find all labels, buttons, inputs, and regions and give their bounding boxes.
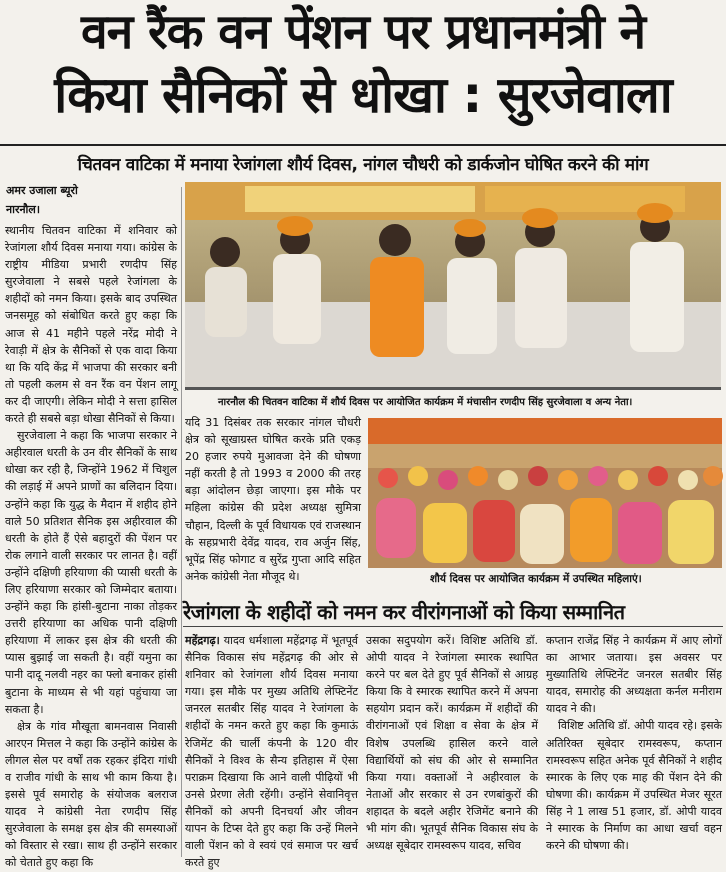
byline: अमर उजाला ब्यूरो bbox=[6, 184, 78, 197]
article-2-rule bbox=[183, 626, 723, 627]
headline-rule bbox=[0, 144, 726, 146]
column-divider bbox=[181, 187, 182, 857]
photo-women-audience bbox=[368, 418, 722, 568]
photo-1-caption: नारनौल की चितवन वाटिका में शौर्य दिवस पर आयोजित कार्यक्रम में मंचासीन रणदीप सिंह सुरजेवाला व अन्य नेता। bbox=[218, 397, 633, 408]
article-2-col-c-para-2: विशिष्ट अतिथि डॉ. ओपी यादव रहे। इसके अतिरिक्त सूबेदार रामस्वरूप, कप्तान रामस्वरूप सहित अनेक पूर्व सैनिकों ने शहीद स्मारक के लिए एक माह की पेंशन देने की घोषणा की। कार्यक्रम में उपस्थित मेजर सूरत सिंह ने 1 लाख 51 हजार, डॉ. ओपी यादव ने स्मारक के निर्माण का आधा खर्चा वहन करने की घोषणा की। bbox=[546, 719, 722, 853]
article-2-col-b-text: उसका सदुपयोग करें। विशिष्ट अतिथि डॉ. ओपी यादव ने रेजांगला स्मारक स्थापित करने पर बल देते हुए पूर्व सैनिकों से आग्रह किया कि वे स्मारक स्थापित करने में अपना सहयोग प्रदान करें। कार्यक्रम में शहीदों की वीरांगनाओं एवं शिक्षा व सेवा के क्षेत्र में विशेष उपलब्धि हासिल करने वाले विद्यार्थियों को संघ की ओर से सम्मानित किया गया। वक्ताओं ने अहीरवाल के नेताओं और सरकार से उन रणबांकुरों की शहादत के बदले अहीर रेजिमेंट बनाने की भी मांग की। भूतपूर्व सैनिक विकास संघ के अध्यक्ष सूबेदार रामस्वरूप यादव, सचिव bbox=[366, 634, 538, 853]
column-1 bbox=[5, 222, 177, 870]
subheadline: चितवन वाटिका में मनाया रेजांगला शौर्य दिवस, नांगल चौधरी को डार्कजोन घोषित करने की मांग bbox=[77, 155, 649, 175]
photo-stage-leaders bbox=[185, 182, 721, 390]
article-2-column-b bbox=[366, 632, 538, 858]
col1-para-1: स्थानीय चितवन वाटिका में शनिवार को रेजांगला शौर्य दिवस मनाया गया। कांग्रेस के राष्ट्रीय मीडिया प्रभारी रणदीप सिंह सुरजेवाला ने सबसे पहले रेजांगला के शहीदों को नमन किया। इसके बाद उपस्थित जनसमूह को संबोधित करते हुए कहा कि आज से 41 महीने पहले नरेंद्र मोदी ने रेवाड़ी में क्षेत्र के सैनिकों से एक वादा किया था कि यदि केंद्र में भाजपा की सरकार बनी तो पहली कलम से वन रैंक वन पेंशन लागू कर दी जाएगी। लेकिन मोदी ने सत्ता हासिल करते ही सबसे बड़ा धोखा सैनिकों से किया। bbox=[5, 224, 177, 426]
article-2-col-c-para-1: कप्तान राजेंद्र सिंह ने कार्यक्रम में आए लोगों का आभार जताया। इस अवसर पर मुख्यातिथि लेफ्टिनेंट जनरल सतबीर सिंह यादव, समारोह की अध्यक्षता कर्नल मनीराम यादव ने की। bbox=[546, 634, 722, 716]
photo-2-caption: शौर्य दिवस पर आयोजित कार्यक्रम में उपस्थित महिलाएं। bbox=[430, 573, 642, 585]
article-2-column-a bbox=[185, 632, 358, 870]
article-2-dateline: महेंद्रगढ़। bbox=[185, 634, 220, 647]
headline-line-1: वन रैंक वन पेंशन पर प्रधानमंत्री ने bbox=[80, 4, 646, 60]
col1-para-3: क्षेत्र के गांव मौखूता बामनवास निवासी आरएन मित्तल ने कहा कि उन्होंने कांग्रेस के लीगल सेल पर वर्षों तक रहकर इंदिरा गांधी व राजीव गांधी के साथ भी काम किया है। इससे पूर्व समारोह के संयोजक बलराज यादव ने कांग्रेसी नेता रणदीप सिंह सुरजेवाला के समक्ष इस क्षेत्र की समस्याओं को विस्तार से रखा। साथ ही उन्होंने सरकार को चेताते हुए कहा कि bbox=[5, 719, 177, 870]
headline-line-2: किया सैनिकों से धोखा : सुरजेवाला bbox=[54, 66, 672, 124]
col2-para-1: यदि 31 दिसंबर तक सरकार नांगल चौधरी क्षेत्र को सूखाग्रस्त घोषित करके प्रति एकड़ 20 हजार रुपये मुआवजा देने की घोषणा नहीं करती है तो 1993 व 2000 की तरह बड़ा आंदोलन छेड़ा जाएगा। इस मौके पर महिला कांग्रेस की प्रदेश अध्यक्ष सुमित्रा चौहान, दिल्ली के पूर्व विधायक एवं राजस्थान के सहप्रभारी देवेंद्र यादव, राव अर्जुन सिंह, भूपेंद्र सिंह फोगाट व सुरेंद्र गुप्ता आदि सहित अनेक कांग्रेसी नेता मौजूद थे। bbox=[185, 416, 361, 583]
article-2-headline: रेजांगला के शहीदों को नमन कर वीरांगनाओं को किया सम्मानित bbox=[183, 600, 625, 624]
column-2 bbox=[185, 414, 361, 590]
col1-para-2: सुरजेवाला ने कहा कि भाजपा सरकार ने अहीरवाल धरती के उन वीर सैनिकों के साथ धोखा कर रही है, जिन्होंने 1962 में चिशुल की लड़ाई में अपने प्राणों का बलिदान दिया। उन्होंने कहा कि युद्ध के मैदान में शहीद होने वाले 50 प्रतिशत सैनिक इस अहीरवाल की धरती के होते हैं ऐसे बहादुरों की पेंशन पर रोक लगाने वाली सरकार पर लानत है। वहीं उन्होंने दक्षिणी हरियाणा की प्यासी धरती के लिए हरियाणा सरकार को जिम्मेदार बताया। उन्होंने कहा कि हांसी-बुटाना नाका तोड़कर उत्तरी हरियाणा का अधिक पानी दक्षिणी हरियाणा में लाकर इस क्षेत्र की धरती की प्यास बुझाई जा सकती है। वहीं यमुना का पानी दादू नलवी नहर का फ्लो बनाकर हांसी बुटाना के माध्यम से भी यहां पहुंचाया जा सकता है। bbox=[5, 429, 177, 716]
article-2-col-a-text: यादव धर्मशाला महेंद्रगढ़ में भूतपूर्व सैनिक विकास संघ महेंद्रगढ़ की ओर से शनिवार को रेजांगला शौर्य दिवस मनाया गया। इस मौके पर मुख्य अतिथि लेफ्टिनेंट जनरल सतबीर सिंह यादव ने रेजांगला के शहीदों के नमन करते हुए कहा कि कुमाऊं रेजिमेंट की चार्ली कंपनी के 120 वीर सैनिकों ने विश्व के सैन्य इतिहास में ऐसा पराक्रम दिखाया कि आने वाली पीढ़ियों भी उनसे प्रेरणा लेती रहेंगी। उन्होंने सेवानिवृत्त सैनिकों को अपनी दिनचर्या और जीवन यापन के टिप्स देते हुए कहा कि उन्हें मिलने वाली पेंशन को वे स्वयं एवं समाज पर खर्च करते हुए bbox=[185, 634, 358, 870]
article-2-column-c bbox=[546, 632, 722, 858]
dateline: नारनौल। bbox=[6, 203, 41, 216]
